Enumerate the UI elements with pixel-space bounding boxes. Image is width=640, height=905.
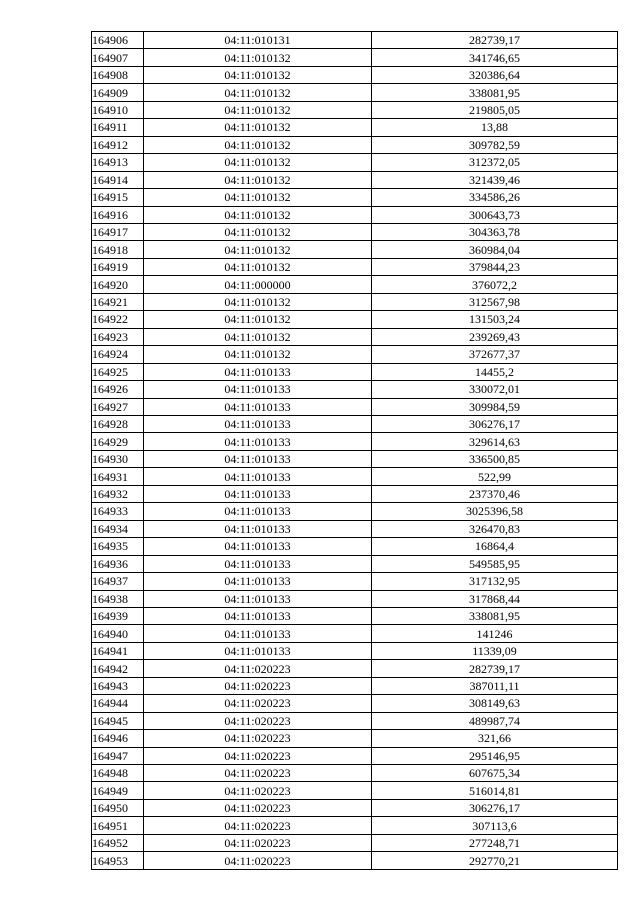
value-cell: 489987,74 — [372, 712, 618, 729]
table-row — [92, 730, 618, 747]
value-cell: 309984,59 — [372, 398, 618, 415]
value-cell: 321439,46 — [372, 171, 618, 188]
value-cell: 317868,44 — [372, 590, 618, 607]
table-row — [92, 747, 618, 764]
table-row — [92, 49, 618, 66]
cadastral-code-cell: 04:11:010132 — [144, 49, 372, 66]
table-row — [92, 101, 618, 118]
table-row — [92, 817, 618, 834]
cadastral-code-cell: 04:11:010132 — [144, 311, 372, 328]
table-row — [92, 642, 618, 659]
row-id-cell: 164906 — [92, 32, 144, 49]
value-cell: 3025396,58 — [372, 503, 618, 520]
value-cell: 338081,95 — [372, 84, 618, 101]
value-cell: 360984,04 — [372, 241, 618, 258]
table-row — [92, 398, 618, 415]
table-row — [92, 834, 618, 851]
cadastral-code-cell: 04:11:010133 — [144, 503, 372, 520]
row-id-cell: 164926 — [92, 381, 144, 398]
table-row — [92, 171, 618, 188]
row-id-cell: 164912 — [92, 136, 144, 153]
cadastral-code-cell: 04:11:010133 — [144, 520, 372, 537]
row-id-cell: 164921 — [92, 293, 144, 310]
cadastral-code-cell: 04:11:010132 — [144, 66, 372, 83]
value-cell: 326470,83 — [372, 520, 618, 537]
value-cell: 321,66 — [372, 730, 618, 747]
cadastral-code-cell: 04:11:010132 — [144, 101, 372, 118]
table-row — [92, 538, 618, 555]
value-cell: 306276,17 — [372, 415, 618, 432]
table-row — [92, 84, 618, 101]
table-row — [92, 660, 618, 677]
value-cell: 292770,21 — [372, 852, 618, 869]
cadastral-code-cell: 04:11:010132 — [144, 189, 372, 206]
value-cell: 338081,95 — [372, 607, 618, 624]
table-row — [92, 241, 618, 258]
row-id-cell: 164949 — [92, 782, 144, 799]
cadastral-code-cell: 04:11:020223 — [144, 852, 372, 869]
cadastral-code-cell: 04:11:010133 — [144, 642, 372, 659]
value-cell: 304363,78 — [372, 223, 618, 240]
row-id-cell: 164924 — [92, 346, 144, 363]
row-id-cell: 164931 — [92, 468, 144, 485]
value-cell: 219805,05 — [372, 101, 618, 118]
value-cell: 312567,98 — [372, 293, 618, 310]
value-cell: 329614,63 — [372, 433, 618, 450]
table-row — [92, 328, 618, 345]
table-row — [92, 258, 618, 275]
table-row — [92, 607, 618, 624]
table-row — [92, 520, 618, 537]
data-table — [91, 31, 618, 870]
value-cell: 306276,17 — [372, 799, 618, 816]
row-id-cell: 164918 — [92, 241, 144, 258]
table-row — [92, 311, 618, 328]
cadastral-code-cell: 04:11:020223 — [144, 660, 372, 677]
table-row — [92, 590, 618, 607]
cadastral-code-cell: 04:11:010132 — [144, 293, 372, 310]
cadastral-code-cell: 04:11:020223 — [144, 677, 372, 694]
value-cell: 376072,2 — [372, 276, 618, 293]
table-row — [92, 677, 618, 694]
value-cell: 330072,01 — [372, 381, 618, 398]
table-row — [92, 782, 618, 799]
table-row — [92, 154, 618, 171]
value-cell: 516014,81 — [372, 782, 618, 799]
row-id-cell: 164922 — [92, 311, 144, 328]
row-id-cell: 164940 — [92, 625, 144, 642]
table-row — [92, 293, 618, 310]
cadastral-code-cell: 04:11:010133 — [144, 363, 372, 380]
table-row — [92, 189, 618, 206]
row-id-cell: 164920 — [92, 276, 144, 293]
row-id-cell: 164952 — [92, 834, 144, 851]
value-cell: 295146,95 — [372, 747, 618, 764]
row-id-cell: 164915 — [92, 189, 144, 206]
cadastral-code-cell: 04:11:010132 — [144, 346, 372, 363]
cadastral-code-cell: 04:11:010133 — [144, 433, 372, 450]
cadastral-code-cell: 04:11:010133 — [144, 590, 372, 607]
cadastral-code-cell: 04:11:010132 — [144, 136, 372, 153]
value-cell: 308149,63 — [372, 695, 618, 712]
row-id-cell: 164939 — [92, 607, 144, 624]
cadastral-code-cell: 04:11:010133 — [144, 381, 372, 398]
value-cell: 341746,65 — [372, 49, 618, 66]
row-id-cell: 164908 — [92, 66, 144, 83]
row-id-cell: 164942 — [92, 660, 144, 677]
table-row — [92, 485, 618, 502]
value-cell: 607675,34 — [372, 765, 618, 782]
cadastral-code-cell: 04:11:020223 — [144, 834, 372, 851]
row-id-cell: 164932 — [92, 485, 144, 502]
table-row — [92, 119, 618, 136]
value-cell: 282739,17 — [372, 660, 618, 677]
cadastral-code-cell: 04:11:020223 — [144, 730, 372, 747]
row-id-cell: 164934 — [92, 520, 144, 537]
row-id-cell: 164910 — [92, 101, 144, 118]
cadastral-code-cell: 04:11:020223 — [144, 695, 372, 712]
row-id-cell: 164938 — [92, 590, 144, 607]
table-row — [92, 66, 618, 83]
value-cell: 522,99 — [372, 468, 618, 485]
value-cell: 14455,2 — [372, 363, 618, 380]
value-cell: 13,88 — [372, 119, 618, 136]
row-id-cell: 164917 — [92, 223, 144, 240]
value-cell: 282739,17 — [372, 32, 618, 49]
cadastral-code-cell: 04:11:010132 — [144, 84, 372, 101]
cadastral-code-cell: 04:11:010133 — [144, 625, 372, 642]
table-row — [92, 136, 618, 153]
table-row — [92, 346, 618, 363]
value-cell: 277248,71 — [372, 834, 618, 851]
table-row — [92, 363, 618, 380]
cadastral-code-cell: 04:11:020223 — [144, 712, 372, 729]
row-id-cell: 164946 — [92, 730, 144, 747]
row-id-cell: 164929 — [92, 433, 144, 450]
cadastral-code-cell: 04:11:010133 — [144, 573, 372, 590]
row-id-cell: 164925 — [92, 363, 144, 380]
cadastral-code-cell: 04:11:010133 — [144, 450, 372, 467]
cadastral-code-cell: 04:11:010132 — [144, 223, 372, 240]
table-row — [92, 503, 618, 520]
row-id-cell: 164936 — [92, 555, 144, 572]
cadastral-code-cell: 04:11:010133 — [144, 607, 372, 624]
cadastral-code-cell: 04:11:010132 — [144, 119, 372, 136]
row-id-cell: 164947 — [92, 747, 144, 764]
value-cell: 141246 — [372, 625, 618, 642]
value-cell: 131503,24 — [372, 311, 618, 328]
cadastral-code-cell: 04:11:020223 — [144, 765, 372, 782]
value-cell: 239269,43 — [372, 328, 618, 345]
table-row — [92, 433, 618, 450]
value-cell: 309782,59 — [372, 136, 618, 153]
table-body — [92, 32, 618, 870]
cadastral-code-cell: 04:11:020223 — [144, 799, 372, 816]
table-row — [92, 381, 618, 398]
table-row — [92, 852, 618, 869]
cadastral-code-cell: 04:11:010132 — [144, 206, 372, 223]
cadastral-code-cell: 04:11:010132 — [144, 241, 372, 258]
value-cell: 307113,6 — [372, 817, 618, 834]
table-row — [92, 765, 618, 782]
row-id-cell: 164953 — [92, 852, 144, 869]
table-row — [92, 712, 618, 729]
row-id-cell: 164951 — [92, 817, 144, 834]
cadastral-code-cell: 04:11:020223 — [144, 782, 372, 799]
table-row — [92, 695, 618, 712]
value-cell: 320386,64 — [372, 66, 618, 83]
value-cell: 11339,09 — [372, 642, 618, 659]
cadastral-code-cell: 04:11:020223 — [144, 817, 372, 834]
value-cell: 317132,95 — [372, 573, 618, 590]
cadastral-code-cell: 04:11:010132 — [144, 328, 372, 345]
row-id-cell: 164927 — [92, 398, 144, 415]
row-id-cell: 164909 — [92, 84, 144, 101]
cadastral-code-cell: 04:11:010132 — [144, 258, 372, 275]
cadastral-code-cell: 04:11:010133 — [144, 398, 372, 415]
row-id-cell: 164948 — [92, 765, 144, 782]
row-id-cell: 164914 — [92, 171, 144, 188]
row-id-cell: 164945 — [92, 712, 144, 729]
row-id-cell: 164916 — [92, 206, 144, 223]
row-id-cell: 164930 — [92, 450, 144, 467]
value-cell: 300643,73 — [372, 206, 618, 223]
cadastral-code-cell: 04:11:010133 — [144, 468, 372, 485]
table-row — [92, 555, 618, 572]
row-id-cell: 164950 — [92, 799, 144, 816]
value-cell: 334586,26 — [372, 189, 618, 206]
table-row — [92, 573, 618, 590]
table-row — [92, 450, 618, 467]
row-id-cell: 164919 — [92, 258, 144, 275]
table-row — [92, 276, 618, 293]
table-row — [92, 415, 618, 432]
cadastral-code-cell: 04:11:010132 — [144, 154, 372, 171]
row-id-cell: 164923 — [92, 328, 144, 345]
row-id-cell: 164911 — [92, 119, 144, 136]
cadastral-code-cell: 04:11:010133 — [144, 555, 372, 572]
cadastral-code-cell: 04:11:010132 — [144, 171, 372, 188]
cadastral-code-cell: 04:11:020223 — [144, 747, 372, 764]
cadastral-code-cell: 04:11:010131 — [144, 32, 372, 49]
table-row — [92, 223, 618, 240]
row-id-cell: 164935 — [92, 538, 144, 555]
row-id-cell: 164943 — [92, 677, 144, 694]
row-id-cell: 164937 — [92, 573, 144, 590]
row-id-cell: 164933 — [92, 503, 144, 520]
cadastral-code-cell: 04:11:010133 — [144, 485, 372, 502]
value-cell: 372677,37 — [372, 346, 618, 363]
row-id-cell: 164941 — [92, 642, 144, 659]
value-cell: 336500,85 — [372, 450, 618, 467]
row-id-cell: 164907 — [92, 49, 144, 66]
row-id-cell: 164944 — [92, 695, 144, 712]
value-cell: 387011,11 — [372, 677, 618, 694]
table-row — [92, 625, 618, 642]
row-id-cell: 164913 — [92, 154, 144, 171]
cadastral-code-cell: 04:11:000000 — [144, 276, 372, 293]
cadastral-code-cell: 04:11:010133 — [144, 415, 372, 432]
value-cell: 379844,23 — [372, 258, 618, 275]
cadastral-code-cell: 04:11:010133 — [144, 538, 372, 555]
value-cell: 237370,46 — [372, 485, 618, 502]
value-cell: 312372,05 — [372, 154, 618, 171]
row-id-cell: 164928 — [92, 415, 144, 432]
table-row — [92, 32, 618, 49]
table-row — [92, 799, 618, 816]
value-cell: 549585,95 — [372, 555, 618, 572]
table-row — [92, 206, 618, 223]
value-cell: 16864,4 — [372, 538, 618, 555]
table-row — [92, 468, 618, 485]
